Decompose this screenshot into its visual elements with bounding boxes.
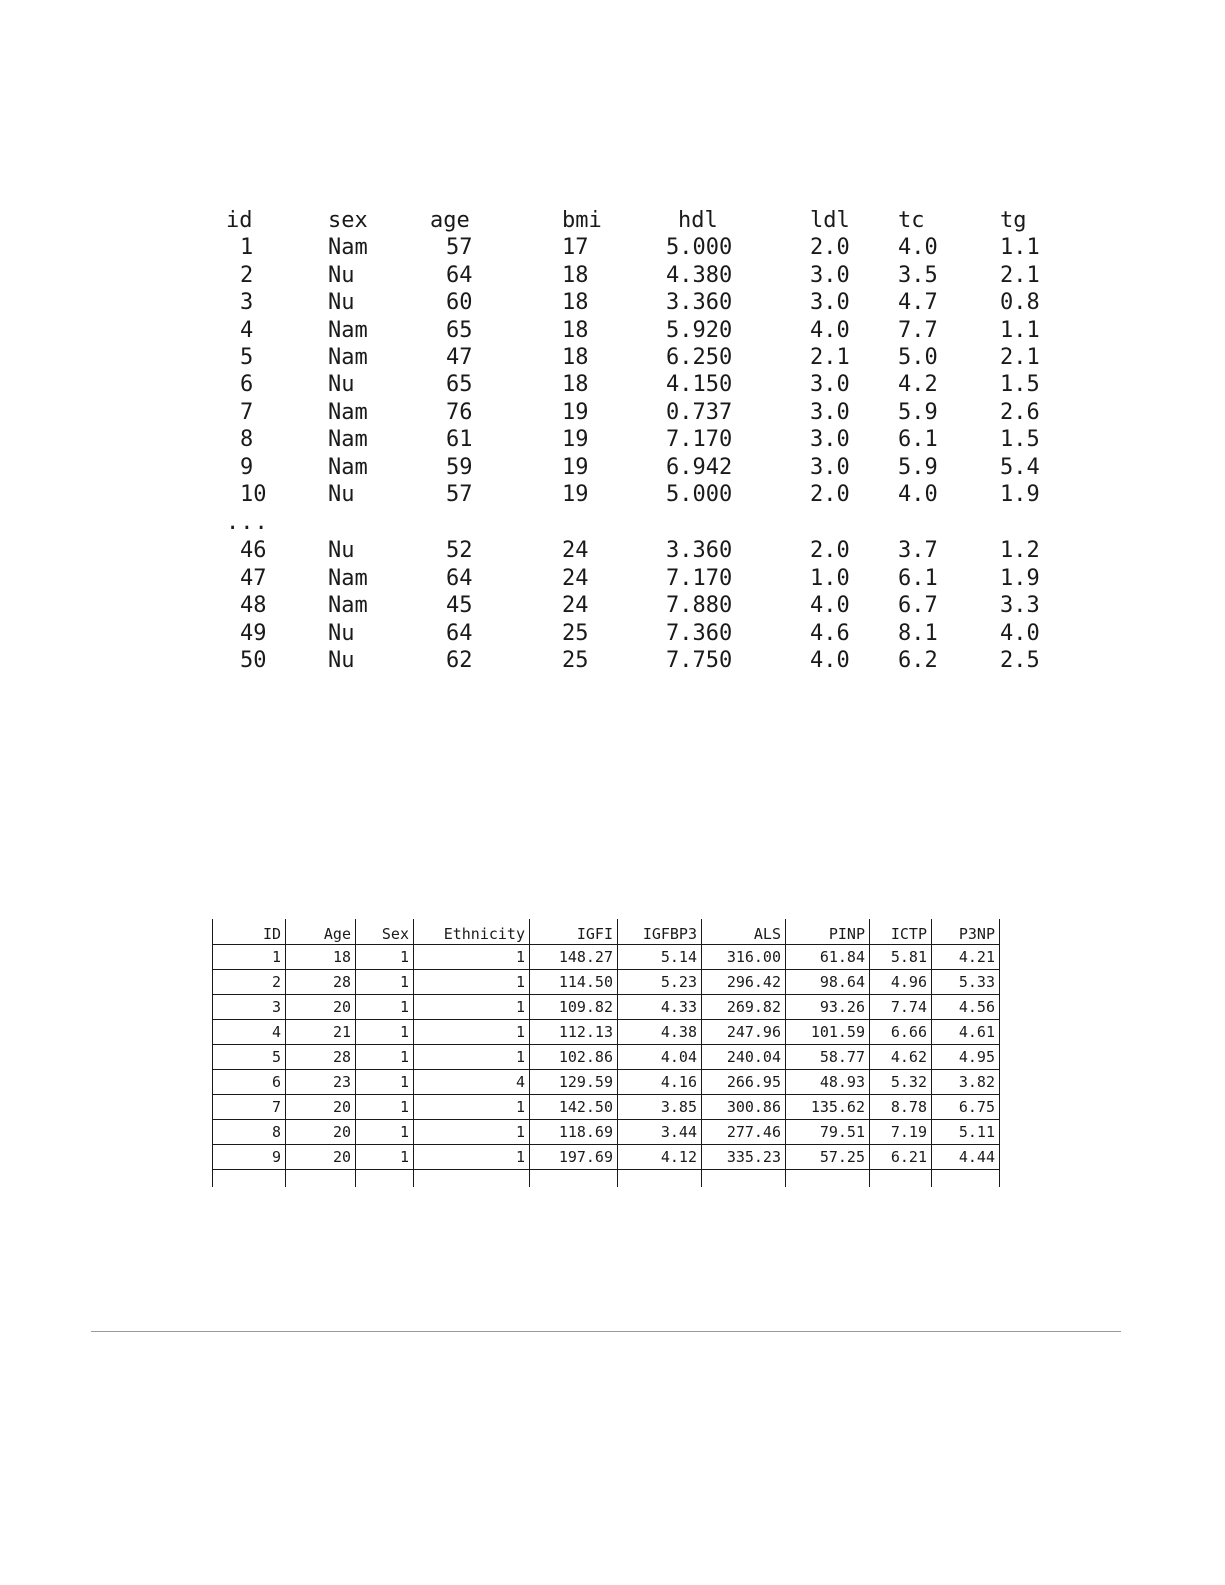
cell-bmi: 24 [562, 538, 589, 564]
cell-tg: 1.5 [1000, 372, 1040, 398]
cell-tg: 2.5 [1000, 648, 1040, 674]
cell-sex: 1 [356, 944, 414, 969]
cell-pinp: 48.93 [786, 1069, 870, 1094]
cell-igfbp3: 3.85 [618, 1094, 702, 1119]
cell-age [286, 1169, 356, 1187]
column-header-age: Age [286, 919, 356, 944]
cell-sex: Nu [328, 290, 355, 316]
cell-pinp: 57.25 [786, 1144, 870, 1169]
cell-igfbp3: 4.16 [618, 1069, 702, 1094]
cell-sex: 1 [356, 1069, 414, 1094]
cell-bmi: 19 [562, 454, 589, 480]
cell-als: 277.46 [702, 1119, 786, 1144]
cell-als: 335.23 [702, 1144, 786, 1169]
cell-age: 60 [446, 290, 473, 316]
cell-hdl: 4.380 [666, 262, 733, 288]
cell-p3np: 4.44 [932, 1144, 1000, 1169]
cell-hdl: 3.360 [666, 290, 733, 316]
cell-sex: 1 [356, 1094, 414, 1119]
table-row [226, 289, 1060, 316]
cell-id: 46 [240, 538, 267, 564]
column-header-ictp: ICTP [870, 919, 932, 944]
header-row [226, 207, 1060, 234]
cell-igfi: 102.86 [530, 1044, 618, 1069]
hormone-marker-table [212, 919, 1000, 1187]
cell-bmi: 18 [562, 262, 589, 288]
cell-ldl: 3.0 [810, 262, 850, 288]
cell-pinp: 58.77 [786, 1044, 870, 1069]
cell-sex: Nu [328, 538, 355, 564]
cell-id: 2 [240, 262, 254, 288]
cell-tg: 1.9 [1000, 482, 1040, 508]
table-row [213, 1144, 1000, 1169]
cell-sex: Nu [328, 648, 355, 674]
column-header-sex: Sex [356, 919, 414, 944]
cell-bmi: 19 [562, 427, 589, 453]
cell-igfi: 142.50 [530, 1094, 618, 1119]
cell-sex: 1 [356, 994, 414, 1019]
cell-age: 47 [446, 345, 473, 371]
cell-hdl: 7.880 [666, 593, 733, 619]
cell-sex: 1 [356, 1119, 414, 1144]
cell-ldl: 3.0 [810, 372, 850, 398]
cell-tc: 8.1 [898, 620, 938, 646]
cell-bmi: 18 [562, 290, 589, 316]
column-header-tg: tg [1000, 208, 1027, 233]
cell-id: 10 [240, 482, 267, 508]
ellipsis: ... [226, 509, 269, 535]
ellipsis-row [226, 508, 1060, 537]
cell-bmi: 24 [562, 565, 589, 591]
cell-id: 9 [213, 1144, 286, 1169]
cell-ethnicity: 4 [414, 1069, 530, 1094]
cell-ldl: 4.0 [810, 593, 850, 619]
table-row [226, 426, 1060, 453]
cell-bmi: 18 [562, 317, 589, 343]
cell-id: 8 [213, 1119, 286, 1144]
cell-age: 76 [446, 399, 473, 425]
cell-bmi: 19 [562, 482, 589, 508]
cell-age: 64 [446, 620, 473, 646]
cell-ldl: 3.0 [810, 427, 850, 453]
cell-sex: Nu [328, 482, 355, 508]
cell-tg: 0.8 [1000, 290, 1040, 316]
cell-age: 45 [446, 593, 473, 619]
table-row [213, 1094, 1000, 1119]
cell-id: 2 [213, 969, 286, 994]
cell-hdl: 3.360 [666, 538, 733, 564]
cell-als: 266.95 [702, 1069, 786, 1094]
cell-als [702, 1169, 786, 1187]
cell-ldl: 4.0 [810, 317, 850, 343]
cell-id: 4 [240, 317, 254, 343]
cell-id: 9 [240, 454, 254, 480]
cell-age: 28 [286, 969, 356, 994]
cell-ethnicity: 1 [414, 1144, 530, 1169]
cell-tg: 2.1 [1000, 345, 1040, 371]
cell-p3np: 4.21 [932, 944, 1000, 969]
cell-ictp: 7.74 [870, 994, 932, 1019]
cell-pinp: 101.59 [786, 1019, 870, 1044]
cell-ethnicity: 1 [414, 969, 530, 994]
column-header-pinp: PINP [786, 919, 870, 944]
cell-age: 65 [446, 317, 473, 343]
cell-id: 7 [240, 399, 254, 425]
spreadsheet-container [212, 919, 1002, 1187]
cell-sex: Nam [328, 235, 368, 261]
cell-igfbp3: 5.14 [618, 944, 702, 969]
cell-sex: Nu [328, 372, 355, 398]
cell-sex: 1 [356, 969, 414, 994]
cell-id: 49 [240, 620, 267, 646]
cell-ldl: 3.0 [810, 399, 850, 425]
cell-sex: Nam [328, 454, 368, 480]
cell-tc: 6.1 [898, 565, 938, 591]
cell-p3np: 6.75 [932, 1094, 1000, 1119]
table-row [213, 1119, 1000, 1144]
cell-sex: Nam [328, 593, 368, 619]
cell-pinp: 93.26 [786, 994, 870, 1019]
table-row [226, 454, 1060, 481]
cell-hdl: 7.170 [666, 565, 733, 591]
column-header-tc: tc [898, 208, 925, 233]
column-header-ethnicity: Ethnicity [414, 919, 530, 944]
cell-bmi: 25 [562, 620, 589, 646]
cell-age: 64 [446, 262, 473, 288]
cell-ethnicity: 1 [414, 944, 530, 969]
cell-tc: 5.9 [898, 454, 938, 480]
cell-hdl: 5.920 [666, 317, 733, 343]
table-row [226, 620, 1060, 647]
cell-ldl: 2.1 [810, 345, 850, 371]
cell-id: 1 [240, 235, 254, 261]
table-row [213, 1069, 1000, 1094]
cell-hdl: 6.942 [666, 454, 733, 480]
cell-age: 52 [446, 538, 473, 564]
cell-id: 8 [240, 427, 254, 453]
cell-id [213, 1169, 286, 1187]
column-header-igfbp3: IGFBP3 [618, 919, 702, 944]
table-row [213, 944, 1000, 969]
cell-sex [356, 1169, 414, 1187]
cell-igfi: 109.82 [530, 994, 618, 1019]
cell-igfi: 148.27 [530, 944, 618, 969]
cell-als: 269.82 [702, 994, 786, 1019]
cell-als: 300.86 [702, 1094, 786, 1119]
cell-hdl: 6.250 [666, 345, 733, 371]
column-header-sex: sex [328, 208, 368, 233]
cell-age: 20 [286, 1119, 356, 1144]
cell-p3np: 5.33 [932, 969, 1000, 994]
cell-p3np: 3.82 [932, 1069, 1000, 1094]
cell-pinp: 61.84 [786, 944, 870, 969]
cell-tc: 3.7 [898, 538, 938, 564]
cell-p3np: 5.11 [932, 1119, 1000, 1144]
cell-id: 6 [240, 372, 254, 398]
cell-sex: 1 [356, 1144, 414, 1169]
cell-bmi: 18 [562, 345, 589, 371]
cell-ethnicity: 1 [414, 994, 530, 1019]
cell-bmi: 17 [562, 235, 589, 261]
column-header-hdl: hdl [678, 208, 718, 233]
page-divider [91, 1331, 1121, 1332]
table-row [226, 262, 1060, 289]
cell-age: 20 [286, 994, 356, 1019]
cell-als: 240.04 [702, 1044, 786, 1069]
cell-id: 48 [240, 593, 267, 619]
table-row [213, 969, 1000, 994]
cell-igfi: 118.69 [530, 1119, 618, 1144]
cell-pinp [786, 1169, 870, 1187]
cell-tc: 4.0 [898, 235, 938, 261]
cell-igfbp3: 4.38 [618, 1019, 702, 1044]
cell-igfbp3: 4.33 [618, 994, 702, 1019]
cell-sex: Nam [328, 345, 368, 371]
cell-als: 316.00 [702, 944, 786, 969]
cell-bmi: 25 [562, 648, 589, 674]
cell-age: 28 [286, 1044, 356, 1069]
cell-igfbp3 [618, 1169, 702, 1187]
cell-id: 50 [240, 648, 267, 674]
cell-p3np: 4.61 [932, 1019, 1000, 1044]
cell-age: 62 [446, 648, 473, 674]
cell-sex: Nu [328, 620, 355, 646]
cell-hdl: 7.360 [666, 620, 733, 646]
cell-sex: 1 [356, 1019, 414, 1044]
header-row [213, 919, 1000, 944]
cell-ldl: 2.0 [810, 235, 850, 261]
table-row [226, 592, 1060, 619]
cell-tc: 4.0 [898, 482, 938, 508]
cell-sex: Nam [328, 399, 368, 425]
cell-age: 64 [446, 565, 473, 591]
cell-pinp: 98.64 [786, 969, 870, 994]
cell-bmi: 24 [562, 593, 589, 619]
column-header-p3np: P3NP [932, 919, 1000, 944]
cell-hdl: 7.750 [666, 648, 733, 674]
cell-tg: 3.3 [1000, 593, 1040, 619]
cell-tc: 5.0 [898, 345, 938, 371]
table-row [226, 317, 1060, 344]
cell-igfbp3: 3.44 [618, 1119, 702, 1144]
cell-tg: 1.5 [1000, 427, 1040, 453]
column-header-id: ID [213, 919, 286, 944]
table-row [226, 371, 1060, 398]
column-header-age: age [430, 208, 470, 233]
cell-hdl: 5.000 [666, 235, 733, 261]
cell-tc: 4.7 [898, 290, 938, 316]
table-row [213, 1044, 1000, 1069]
cell-igfi [530, 1169, 618, 1187]
cell-ethnicity [414, 1169, 530, 1187]
cell-id: 1 [213, 944, 286, 969]
table-row [226, 234, 1060, 261]
cell-age: 59 [446, 454, 473, 480]
cell-ldl: 2.0 [810, 482, 850, 508]
cell-ldl: 1.0 [810, 565, 850, 591]
cell-als: 247.96 [702, 1019, 786, 1044]
table-row-cut-off [213, 1169, 1000, 1187]
cell-ictp: 6.66 [870, 1019, 932, 1044]
cell-ictp [870, 1169, 932, 1187]
cell-tc: 6.2 [898, 648, 938, 674]
table-row [226, 481, 1060, 508]
cell-sex: 1 [356, 1044, 414, 1069]
cell-p3np: 4.95 [932, 1044, 1000, 1069]
table-row [213, 994, 1000, 1019]
cell-id: 5 [240, 345, 254, 371]
cell-ldl: 3.0 [810, 454, 850, 480]
cell-tc: 6.7 [898, 593, 938, 619]
cell-sex: Nam [328, 565, 368, 591]
cell-igfbp3: 5.23 [618, 969, 702, 994]
table-row [226, 537, 1060, 564]
cell-tg: 1.9 [1000, 565, 1040, 591]
cell-id: 5 [213, 1044, 286, 1069]
cell-ldl: 4.6 [810, 620, 850, 646]
cell-tc: 4.2 [898, 372, 938, 398]
cell-tc: 3.5 [898, 262, 938, 288]
cell-age: 21 [286, 1019, 356, 1044]
cell-age: 57 [446, 482, 473, 508]
column-header-ldl: ldl [810, 208, 850, 233]
column-header-als: ALS [702, 919, 786, 944]
cell-igfi: 197.69 [530, 1144, 618, 1169]
cell-tg: 1.2 [1000, 538, 1040, 564]
cell-igfi: 129.59 [530, 1069, 618, 1094]
cell-ldl: 3.0 [810, 290, 850, 316]
cell-ictp: 4.62 [870, 1044, 932, 1069]
patient-lipid-table [226, 207, 1060, 675]
cell-ldl: 4.0 [810, 648, 850, 674]
cell-igfbp3: 4.12 [618, 1144, 702, 1169]
table-row [226, 647, 1060, 674]
cell-ictp: 8.78 [870, 1094, 932, 1119]
cell-age: 23 [286, 1069, 356, 1094]
cell-tc: 6.1 [898, 427, 938, 453]
cell-age: 61 [446, 427, 473, 453]
cell-ictp: 7.19 [870, 1119, 932, 1144]
cell-als: 296.42 [702, 969, 786, 994]
table-body [226, 234, 1060, 674]
cell-ictp: 5.32 [870, 1069, 932, 1094]
cell-age: 20 [286, 1144, 356, 1169]
cell-bmi: 18 [562, 372, 589, 398]
cell-ldl: 2.0 [810, 538, 850, 564]
table-row [226, 565, 1060, 592]
cell-ethnicity: 1 [414, 1119, 530, 1144]
table-row [213, 1019, 1000, 1044]
table-body [213, 944, 1000, 1187]
cell-ictp: 4.96 [870, 969, 932, 994]
cell-age: 18 [286, 944, 356, 969]
column-header-bmi: bmi [562, 208, 602, 233]
cell-tc: 7.7 [898, 317, 938, 343]
cell-age: 65 [446, 372, 473, 398]
cell-tc: 5.9 [898, 399, 938, 425]
cell-age: 57 [446, 235, 473, 261]
column-header-id: id [226, 208, 253, 233]
cell-hdl: 0.737 [666, 399, 733, 425]
cell-id: 7 [213, 1094, 286, 1119]
cell-ethnicity: 1 [414, 1019, 530, 1044]
cell-id: 6 [213, 1069, 286, 1094]
cell-ictp: 5.81 [870, 944, 932, 969]
cell-sex: Nam [328, 317, 368, 343]
cell-tg: 2.6 [1000, 399, 1040, 425]
cell-tg: 2.1 [1000, 262, 1040, 288]
cell-igfi: 114.50 [530, 969, 618, 994]
cell-tg: 4.0 [1000, 620, 1040, 646]
cell-sex: Nu [328, 262, 355, 288]
cell-ictp: 6.21 [870, 1144, 932, 1169]
cell-bmi: 19 [562, 399, 589, 425]
cell-p3np [932, 1169, 1000, 1187]
table-row [226, 399, 1060, 426]
cell-id: 3 [213, 994, 286, 1019]
cell-pinp: 135.62 [786, 1094, 870, 1119]
cell-p3np: 4.56 [932, 994, 1000, 1019]
cell-id: 3 [240, 290, 254, 316]
cell-sex: Nam [328, 427, 368, 453]
cell-ethnicity: 1 [414, 1094, 530, 1119]
column-header-igfi: IGFI [530, 919, 618, 944]
cell-igfi: 112.13 [530, 1019, 618, 1044]
cell-id: 47 [240, 565, 267, 591]
cell-hdl: 4.150 [666, 372, 733, 398]
cell-hdl: 5.000 [666, 482, 733, 508]
cell-age: 20 [286, 1094, 356, 1119]
cell-tg: 1.1 [1000, 235, 1040, 261]
cell-id: 4 [213, 1019, 286, 1044]
cell-pinp: 79.51 [786, 1119, 870, 1144]
cell-hdl: 7.170 [666, 427, 733, 453]
cell-igfbp3: 4.04 [618, 1044, 702, 1069]
cell-tg: 5.4 [1000, 454, 1040, 480]
cell-tg: 1.1 [1000, 317, 1040, 343]
table-row [226, 344, 1060, 371]
cell-ethnicity: 1 [414, 1044, 530, 1069]
